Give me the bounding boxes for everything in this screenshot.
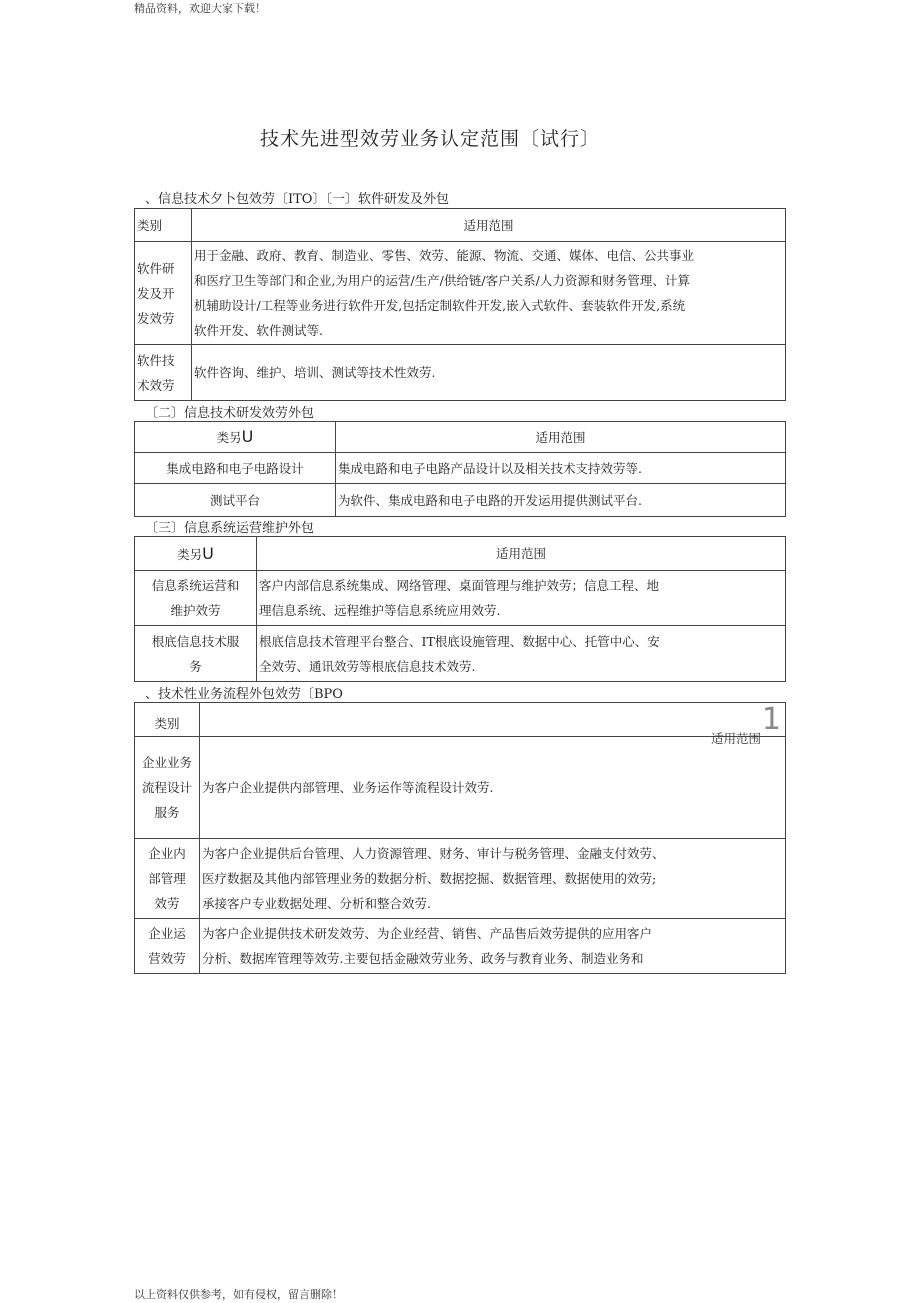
section2-row2-scope: 为软件、集成电路和电子电路的开发运用提供测试平台. [336, 484, 786, 517]
section2-row2-type: 测试平台 [135, 484, 336, 517]
section2-col-scope: 适用范围 [336, 422, 786, 453]
section1-col-scope: 适用范围 [192, 209, 786, 242]
section2-heading: 〔二〕信息技术研发效劳外包 [145, 406, 315, 421]
section4-row3-scope: 为客户企业提供技术研发效劳、为企业经营、销售、产品售后效劳提供的应用客户 分析、数据库管理等效劳.主要包括金融效劳业务、政务与教育业务、制造业务和 [200, 919, 786, 974]
section2-table [134, 421, 786, 517]
section2-row1-type: 集成电路和电子电路设计 [135, 453, 336, 484]
section1-table [134, 208, 786, 401]
section3-col-scope: 适用范围 [257, 537, 786, 571]
section3-heading: 〔三〕信息系统运营维护外包 [145, 521, 315, 536]
section1-row1-type: 软件研 发及开 发效劳 [135, 242, 192, 345]
section3-col-type: 类另U [135, 537, 257, 571]
page-footer: 以上资料仅供参考，如有侵权，留言删除！ [134, 1288, 343, 1301]
section4-row2-type: 企业内 部管理 效劳 [135, 839, 200, 919]
section1-row2-type: 软件技 术效劳 [135, 345, 192, 401]
section1-row2-scope: 软件咨询、维护、培训、测试等技术性效劳. [192, 345, 786, 401]
section3-table [134, 536, 786, 682]
page-header: 精品资料，欢迎大家下载！ [134, 2, 266, 15]
section4-row1-type: 企业业务 流程设计 服务 [135, 737, 200, 839]
section2-row1-scope: 集成电路和电子电路产品设计以及相关技术支持效劳等. [336, 453, 786, 484]
section3-row1-scope: 客户内部信息系统集成、网络管理、桌面管理与维护效劳；信息工程、地 理信息系统、远程维护等信息系统应用效劳. [257, 571, 786, 626]
section3-row2-type: 根底信息技术服 务 [135, 626, 257, 682]
section3-row1-type: 信息系统运营和 维护效劳 [135, 571, 257, 626]
section1-row1-scope: 用于金融、政府、教育、制造业、零售、效劳、能源、物流、交通、媒体、电信、公共事业 和医疗卫生等部门和企业,为用户的运营/生产/供给链/客户关系/人力资源和财务管理、计算 机辅助设计/工程等业务进行软件开发,包括定制软件开发,嵌入式软件、套装软件开发,系统 软件开发、软件测试等. [192, 242, 786, 345]
section4-heading: 、技术性业务流程外包效劳〔BPO [145, 687, 343, 702]
section4-col-type: 类别 [135, 703, 200, 737]
section4-row3-type: 企业运 营效劳 [135, 919, 200, 974]
section1-heading: 、信息技术夕卜包效劳〔ITO〕〔一〕软件研发及外包 [145, 192, 449, 207]
section4-row1-scope: 为客户企业提供内部管理、业务运作等流程设计效劳. [200, 737, 786, 839]
section1-col-type: 类别 [135, 209, 192, 242]
section2-col-type: 类另U [135, 422, 336, 453]
document-title: 技术先进型效劳业务认定范围〔试行〕 [259, 128, 600, 150]
section3-row2-scope: 根底信息技术管理平台整合、IT根底设施管理、数据中心、托管中心、安 全效劳、通讯效劳等根底信息技术效劳. [257, 626, 786, 682]
section4-row2-scope: 为客户企业提供后台管理、人力资源管理、财务、审计与税务管理、金融支付效劳、 医疗数据及其他内部管理业务的数据分析、数据挖掘、数据管理、数据使用的效劳; 承接客户专业数据处理、分析和整合效劳. [200, 839, 786, 919]
section4-table [134, 702, 786, 974]
section4-col-scope: 适用范围 1 [200, 703, 786, 737]
